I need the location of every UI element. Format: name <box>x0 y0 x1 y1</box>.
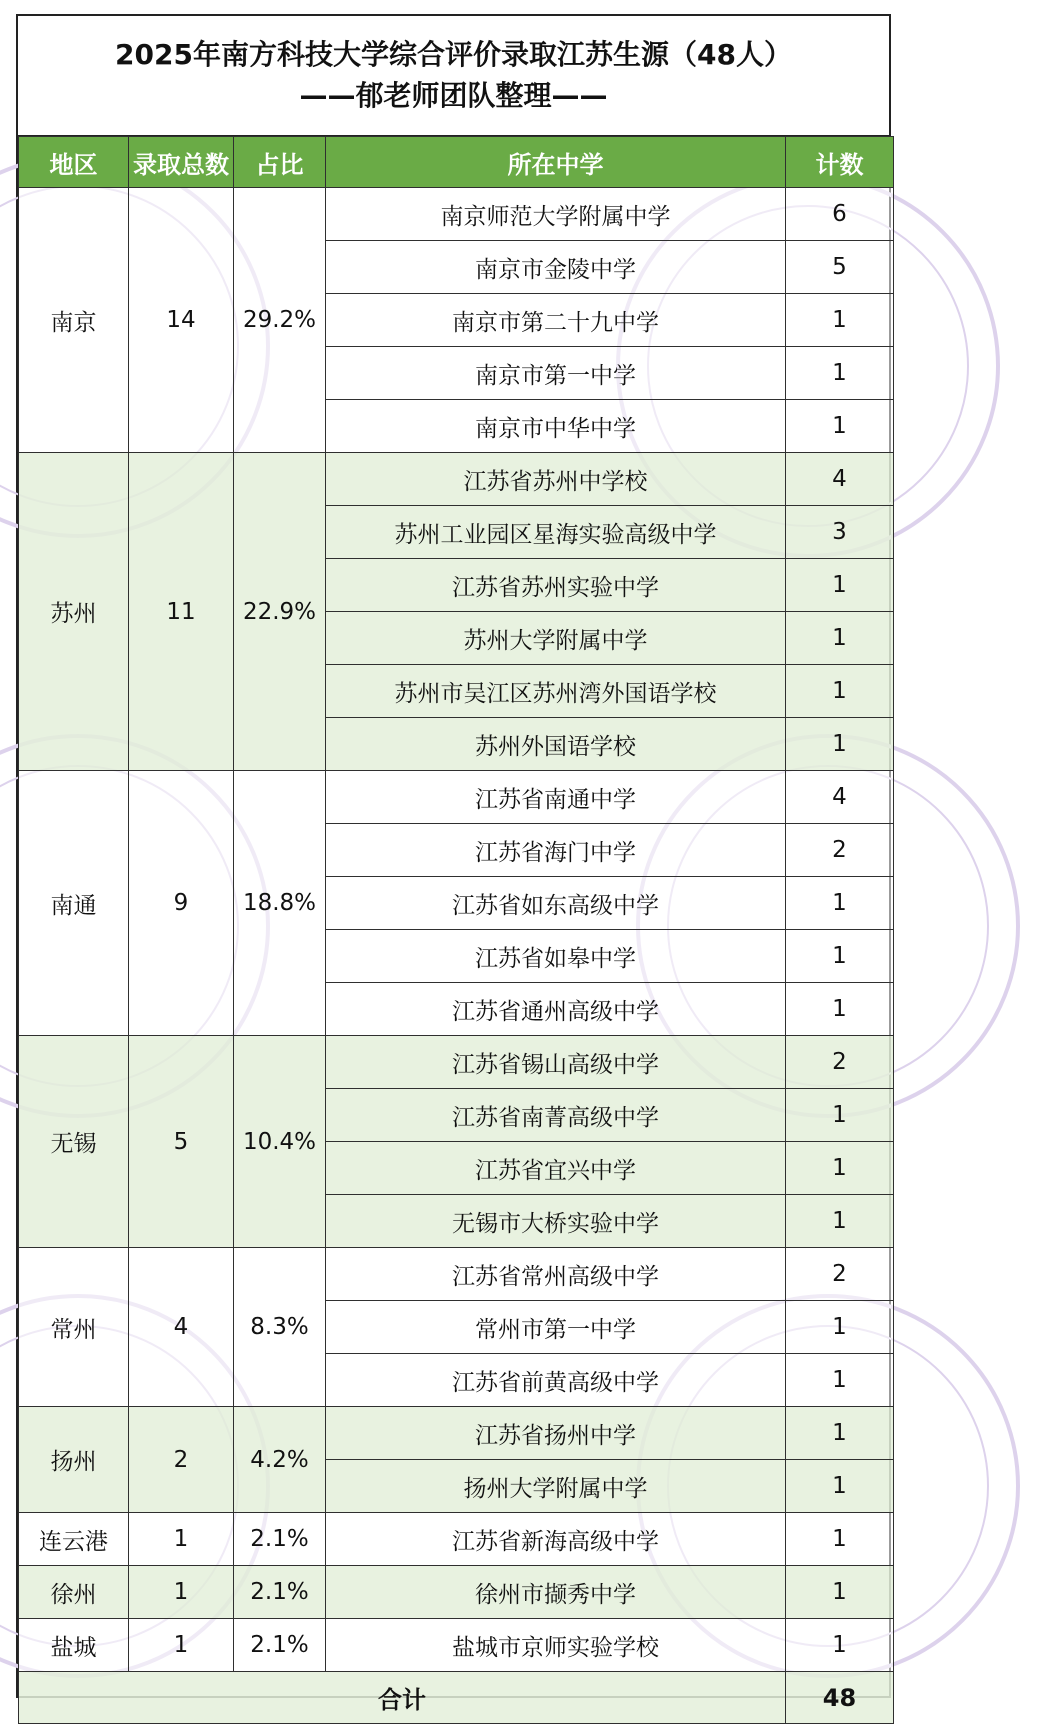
school-count: 1 <box>786 930 894 983</box>
school-count: 1 <box>786 1407 894 1460</box>
school-name: 苏州外国语学校 <box>326 718 786 771</box>
region-percentage: 22.9% <box>234 453 326 771</box>
school-name: 苏州大学附属中学 <box>326 612 786 665</box>
school-name: 江苏省苏州中学校 <box>326 453 786 506</box>
admission-table-sheet <box>16 14 891 1714</box>
school-name: 江苏省如皋中学 <box>326 930 786 983</box>
school-count: 1 <box>786 612 894 665</box>
school-count: 4 <box>786 771 894 824</box>
region-name: 盐城 <box>19 1619 129 1672</box>
header-school: 所在中学 <box>326 137 786 188</box>
school-count: 1 <box>786 1142 894 1195</box>
school-count: 1 <box>786 400 894 453</box>
admission-table <box>18 136 894 1724</box>
region-percentage: 18.8% <box>234 771 326 1036</box>
school-name: 南京市第二十九中学 <box>326 294 786 347</box>
school-name: 南京市第一中学 <box>326 347 786 400</box>
school-name: 江苏省南菁高级中学 <box>326 1089 786 1142</box>
region-name: 徐州 <box>19 1566 129 1619</box>
school-name: 江苏省如东高级中学 <box>326 877 786 930</box>
header-row <box>19 137 894 188</box>
school-count: 6 <box>786 188 894 241</box>
region-percentage: 2.1% <box>234 1566 326 1619</box>
table-row <box>19 771 894 824</box>
table-row <box>19 1036 894 1089</box>
table-row <box>19 1619 894 1672</box>
school-count: 1 <box>786 983 894 1036</box>
school-name: 盐城市京师实验学校 <box>326 1619 786 1672</box>
table-row <box>19 1407 894 1460</box>
region-percentage: 8.3% <box>234 1248 326 1407</box>
total-label: 合计 <box>19 1672 786 1724</box>
region-total: 2 <box>129 1407 234 1513</box>
total-value: 48 <box>786 1672 894 1724</box>
table-row <box>19 188 894 241</box>
region-total: 4 <box>129 1248 234 1407</box>
region-name: 南通 <box>19 771 129 1036</box>
school-name: 常州市第一中学 <box>326 1301 786 1354</box>
title-subtitle: ——郁老师团队整理—— <box>299 78 608 112</box>
school-name: 江苏省新海高级中学 <box>326 1513 786 1566</box>
school-count: 1 <box>786 718 894 771</box>
school-name: 江苏省锡山高级中学 <box>326 1036 786 1089</box>
school-name: 江苏省海门中学 <box>326 824 786 877</box>
school-name: 无锡市大桥实验中学 <box>326 1195 786 1248</box>
region-total: 5 <box>129 1036 234 1248</box>
region-percentage: 29.2% <box>234 188 326 453</box>
region-total: 14 <box>129 188 234 453</box>
school-count: 2 <box>786 1248 894 1301</box>
school-name: 江苏省宜兴中学 <box>326 1142 786 1195</box>
header-region: 地区 <box>19 137 129 188</box>
header-count: 计数 <box>786 137 894 188</box>
school-count: 2 <box>786 824 894 877</box>
school-count: 1 <box>786 1301 894 1354</box>
school-count: 1 <box>786 1460 894 1513</box>
school-name: 南京市中华中学 <box>326 400 786 453</box>
table-row <box>19 1566 894 1619</box>
school-name: 南京师范大学附属中学 <box>326 188 786 241</box>
school-count: 1 <box>786 665 894 718</box>
school-name: 扬州大学附属中学 <box>326 1460 786 1513</box>
region-total: 11 <box>129 453 234 771</box>
table-row <box>19 1248 894 1301</box>
school-name: 苏州市吴江区苏州湾外国语学校 <box>326 665 786 718</box>
school-count: 1 <box>786 1089 894 1142</box>
region-name: 南京 <box>19 188 129 453</box>
table-row <box>19 453 894 506</box>
school-count: 5 <box>786 241 894 294</box>
table-title <box>18 16 889 136</box>
region-total: 1 <box>129 1619 234 1672</box>
region-percentage: 2.1% <box>234 1513 326 1566</box>
school-name: 江苏省苏州实验中学 <box>326 559 786 612</box>
total-row <box>19 1672 894 1724</box>
region-name: 无锡 <box>19 1036 129 1248</box>
school-count: 1 <box>786 347 894 400</box>
header-percentage: 占比 <box>234 137 326 188</box>
school-count: 1 <box>786 1619 894 1672</box>
region-name: 常州 <box>19 1248 129 1407</box>
school-count: 1 <box>786 1195 894 1248</box>
school-count: 2 <box>786 1036 894 1089</box>
school-name: 江苏省南通中学 <box>326 771 786 824</box>
title-main: 2025年南方科技大学综合评价录取江苏生源（48人） <box>115 37 792 71</box>
table-row <box>19 1513 894 1566</box>
school-name: 江苏省前黄高级中学 <box>326 1354 786 1407</box>
region-percentage: 2.1% <box>234 1619 326 1672</box>
school-name: 苏州工业园区星海实验高级中学 <box>326 506 786 559</box>
region-name: 连云港 <box>19 1513 129 1566</box>
school-name: 江苏省扬州中学 <box>326 1407 786 1460</box>
school-name: 徐州市撷秀中学 <box>326 1566 786 1619</box>
school-count: 1 <box>786 1513 894 1566</box>
region-name: 扬州 <box>19 1407 129 1513</box>
school-count: 4 <box>786 453 894 506</box>
school-name: 江苏省常州高级中学 <box>326 1248 786 1301</box>
school-count: 1 <box>786 294 894 347</box>
school-name: 江苏省通州高级中学 <box>326 983 786 1036</box>
school-name: 南京市金陵中学 <box>326 241 786 294</box>
region-total: 9 <box>129 771 234 1036</box>
header-total: 录取总数 <box>129 137 234 188</box>
school-count: 1 <box>786 877 894 930</box>
school-count: 1 <box>786 1566 894 1619</box>
region-percentage: 10.4% <box>234 1036 326 1248</box>
school-count: 1 <box>786 559 894 612</box>
region-total: 1 <box>129 1566 234 1619</box>
region-percentage: 4.2% <box>234 1407 326 1513</box>
region-name: 苏州 <box>19 453 129 771</box>
school-count: 3 <box>786 506 894 559</box>
region-total: 1 <box>129 1513 234 1566</box>
school-count: 1 <box>786 1354 894 1407</box>
